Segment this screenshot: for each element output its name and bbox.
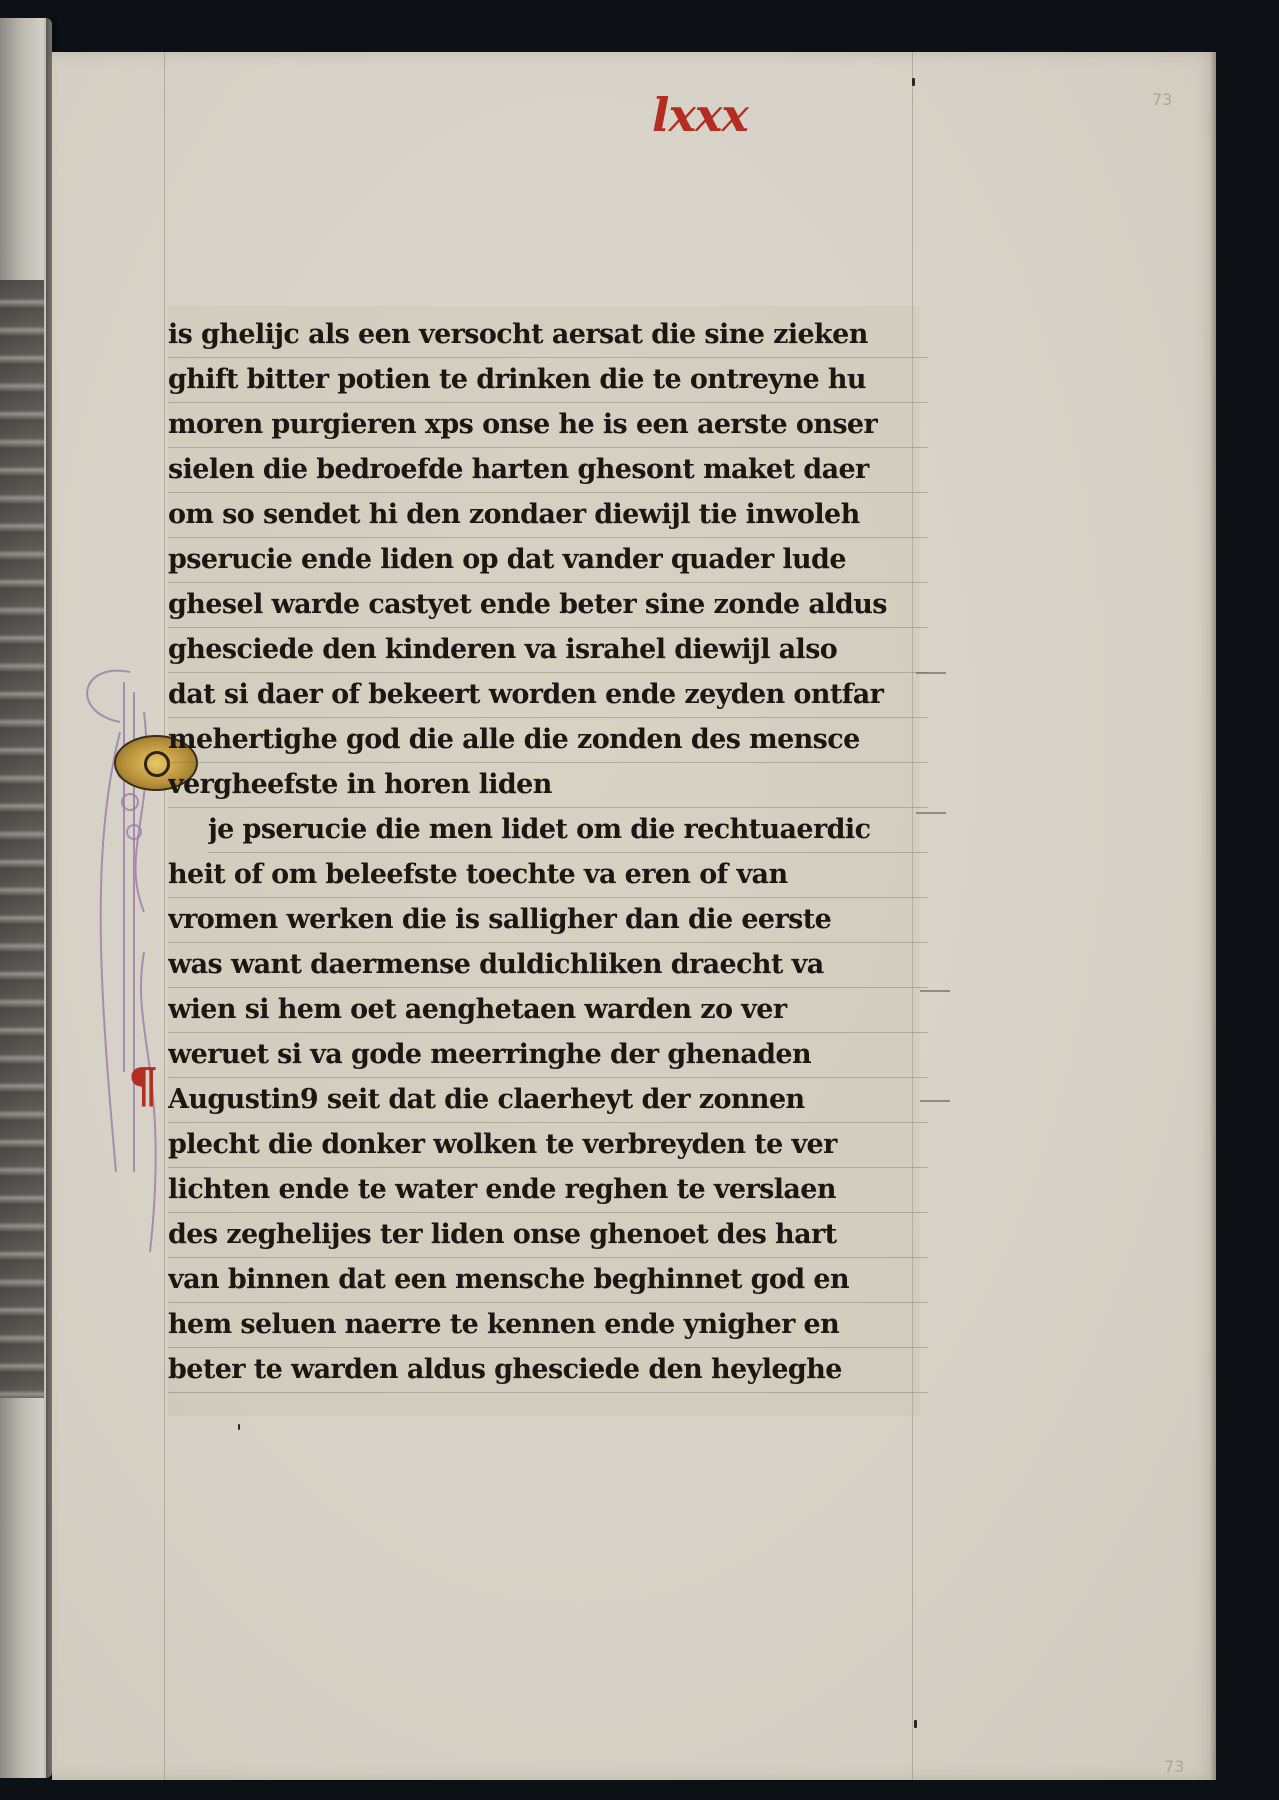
text-line: was want daermense duldichliken draecht va: [168, 942, 928, 988]
facing-page-text-bleed: [0, 280, 44, 1398]
pencil-folio-bottom: 73: [1164, 1757, 1185, 1776]
text-line: lichten ende te water ende reghen te verslaen: [168, 1167, 928, 1213]
text-line: om so sendet hi den zondaer diewijl tie inwoleh: [168, 492, 928, 538]
text-line: beter te warden aldus ghesciede den heyleghe: [168, 1347, 928, 1393]
text-line: plecht die donker wolken te verbreyden te ver: [168, 1122, 928, 1168]
text-line: dat si daer of bekeert worden ende zeyden ontfar: [168, 672, 928, 718]
text-line: moren purgieren xps onse he is een aerste onser: [168, 402, 928, 448]
text-line: ghift bitter potien te drinken die te ontreyne hu: [168, 357, 928, 403]
text-line: ghesel warde castyet ende beter sine zonde aldus: [168, 582, 928, 628]
text-line: van binnen dat een mensche beghinnet god en: [168, 1257, 928, 1303]
text-line: sielen die bedroefde harten ghesont maket daer: [168, 447, 928, 493]
text-line: pserucie ende liden op dat vander quader lude: [168, 537, 928, 583]
text-line: vergheefste in horen liden: [168, 762, 928, 808]
text-line: des zeghelijes ter liden onse ghenoet des hart: [168, 1212, 928, 1258]
manuscript-page: [52, 52, 1216, 1780]
text-line: je pserucie die men lidet om die rechtuaerdic: [208, 807, 928, 853]
text-line: Augustin9 seit dat die claerheyt der zonnen: [168, 1077, 928, 1123]
text-line: weruet si va gode meerringhe der ghenaden: [168, 1032, 928, 1078]
folio-number: lxxx: [652, 88, 748, 142]
pencil-folio-top: 73: [1152, 90, 1173, 109]
pricking-mark: [914, 1720, 917, 1728]
text-line: is ghelijc als een versocht aersat die sine zieken: [168, 312, 928, 358]
text-line: vromen werken die is salligher dan die eerste: [168, 897, 928, 943]
pricking-mark: [238, 1424, 240, 1430]
facing-page-edge: [0, 18, 52, 1778]
text-line: ghesciede den kinderen va israhel diewijl also: [168, 627, 928, 673]
text-line: mehertighe god die alle die zonden des mensce: [168, 717, 928, 763]
pricking-mark: [912, 78, 915, 86]
text-line: hem seluen naerre te kennen ende ynigher en: [168, 1302, 928, 1348]
text-line: heit of om beleefste toechte va eren of van: [168, 852, 928, 898]
text-line: wien si hem oet aenghetaen warden zo ver: [168, 987, 928, 1033]
rubric-paragraph-mark: ¶: [128, 1058, 159, 1114]
